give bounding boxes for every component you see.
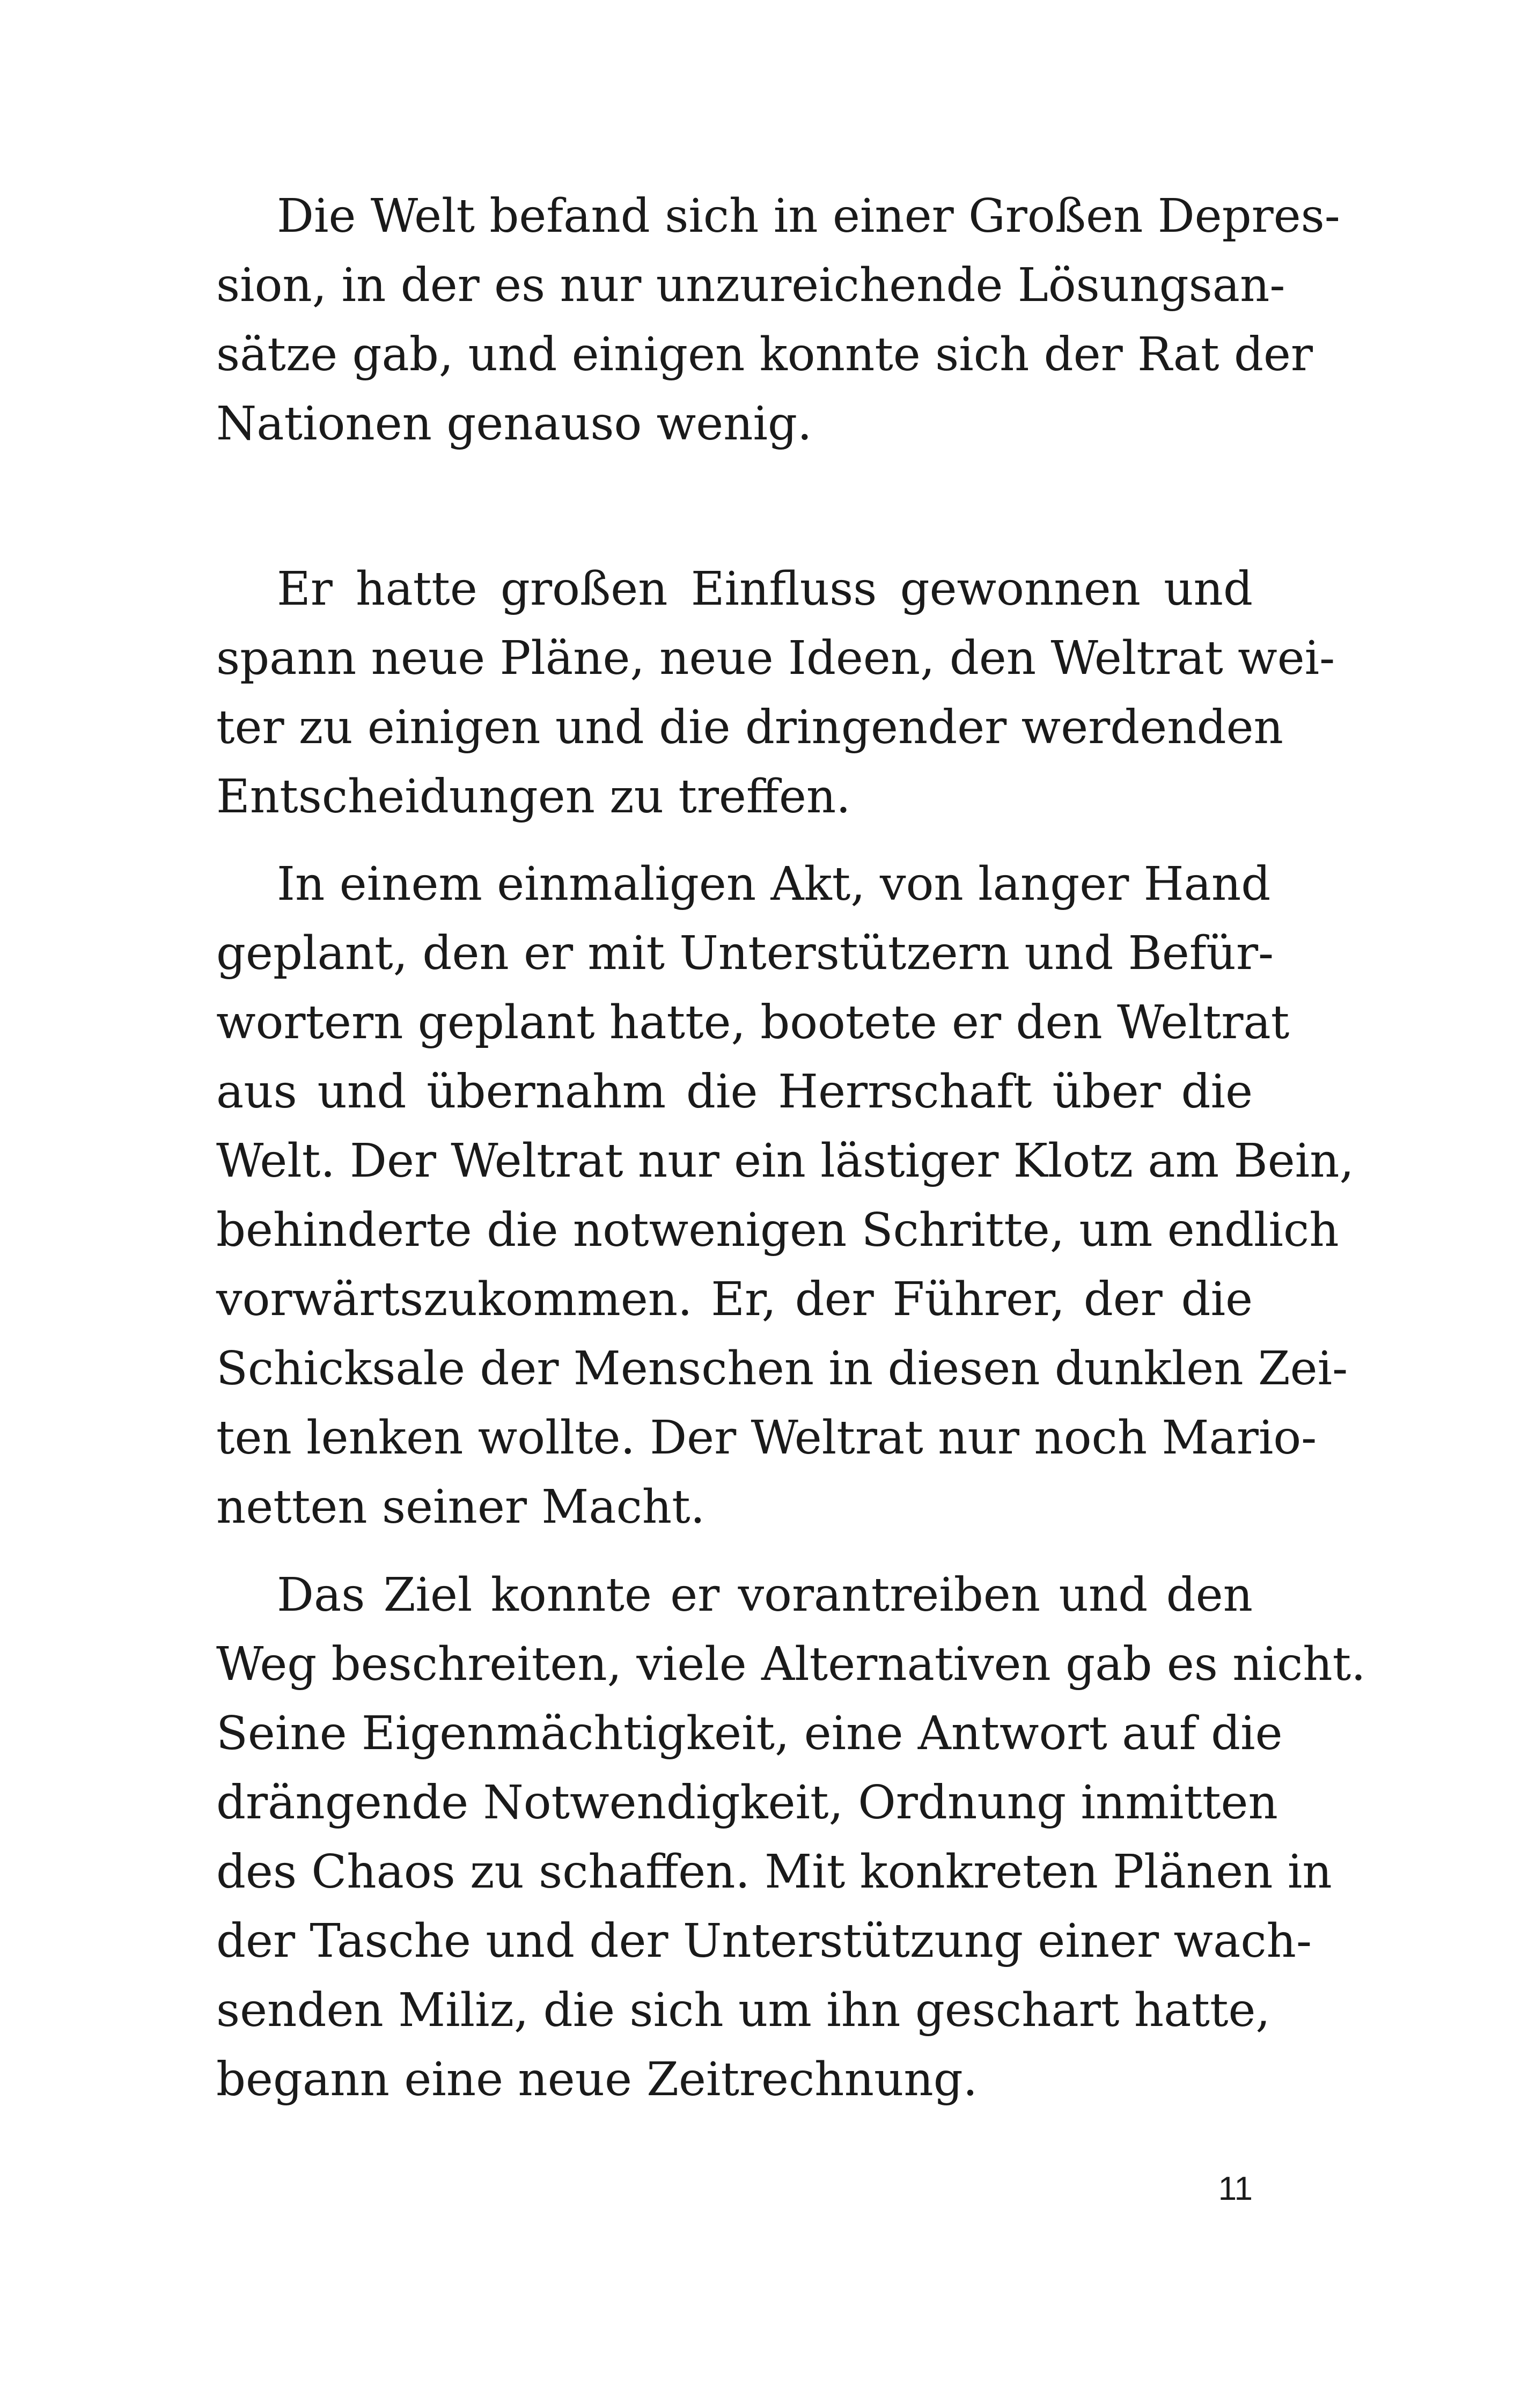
text-line: In einem einmaligen Akt, von langer Hand <box>277 857 1271 911</box>
text-line: wortern geplant hatte, bootete er den Weltrat <box>216 996 1290 1049</box>
text-line: sätze gab, und einigen konnte sich der Rat der <box>216 328 1313 381</box>
text-line: der Tasche und der Unterstützung einer wach- <box>216 1914 1312 1968</box>
text-line: des Chaos zu schaffen. Mit konkreten Plänen in <box>216 1845 1332 1899</box>
text-line: senden Miliz, die sich um ihn geschart hatte, <box>216 1984 1270 2037</box>
text-line: Er hatte großen Einfluss gewonnen und <box>277 562 1253 616</box>
text-line: spann neue Pläne, neue Ideen, den Weltrat wei- <box>216 632 1335 685</box>
text-line: ter zu einigen und die dringender werdenden <box>216 701 1283 754</box>
text-line: aus und übernahm die Herrschaft über die <box>216 1065 1253 1119</box>
text-line: vorwärtszukommen. Er, der Führer, der die <box>216 1273 1253 1326</box>
text-line: Seine Eigenmächtigkeit, eine Antwort auf die <box>216 1707 1283 1760</box>
text-line: behinderte die notwenigen Schritte, um endlich <box>216 1203 1339 1257</box>
text-line: begann eine neue Zeitrechnung. <box>216 2053 978 2106</box>
text-line: Welt. Der Weltrat nur ein lästiger Klotz am Bein, <box>216 1134 1354 1188</box>
page-number: 11 <box>1218 2170 1253 2207</box>
text-line: Die Welt befand sich in einer Großen Depres- <box>277 189 1340 243</box>
text-line: sion, in der es nur unzureichende Lösungsan- <box>216 259 1285 312</box>
text-line: Entscheidungen zu treffen. <box>216 770 851 824</box>
text-line: Weg beschreiten, viele Alternativen gab es nicht. <box>216 1638 1366 1691</box>
text-line: geplant, den er mit Unterstützern und Befür- <box>216 927 1274 980</box>
text-line: Schicksale der Menschen in diesen dunklen Zei- <box>216 1342 1348 1396</box>
text-line: netten seiner Macht. <box>216 1480 706 1534</box>
text-line: Nationen genauso wenig. <box>216 397 812 451</box>
text-line: ten lenken wollte. Der Weltrat nur noch Mario- <box>216 1411 1317 1465</box>
text-line: drängende Notwendigkeit, Ordnung inmitten <box>216 1776 1278 1830</box>
text-line: Das Ziel konnte er vorantreiben und den <box>277 1568 1253 1622</box>
